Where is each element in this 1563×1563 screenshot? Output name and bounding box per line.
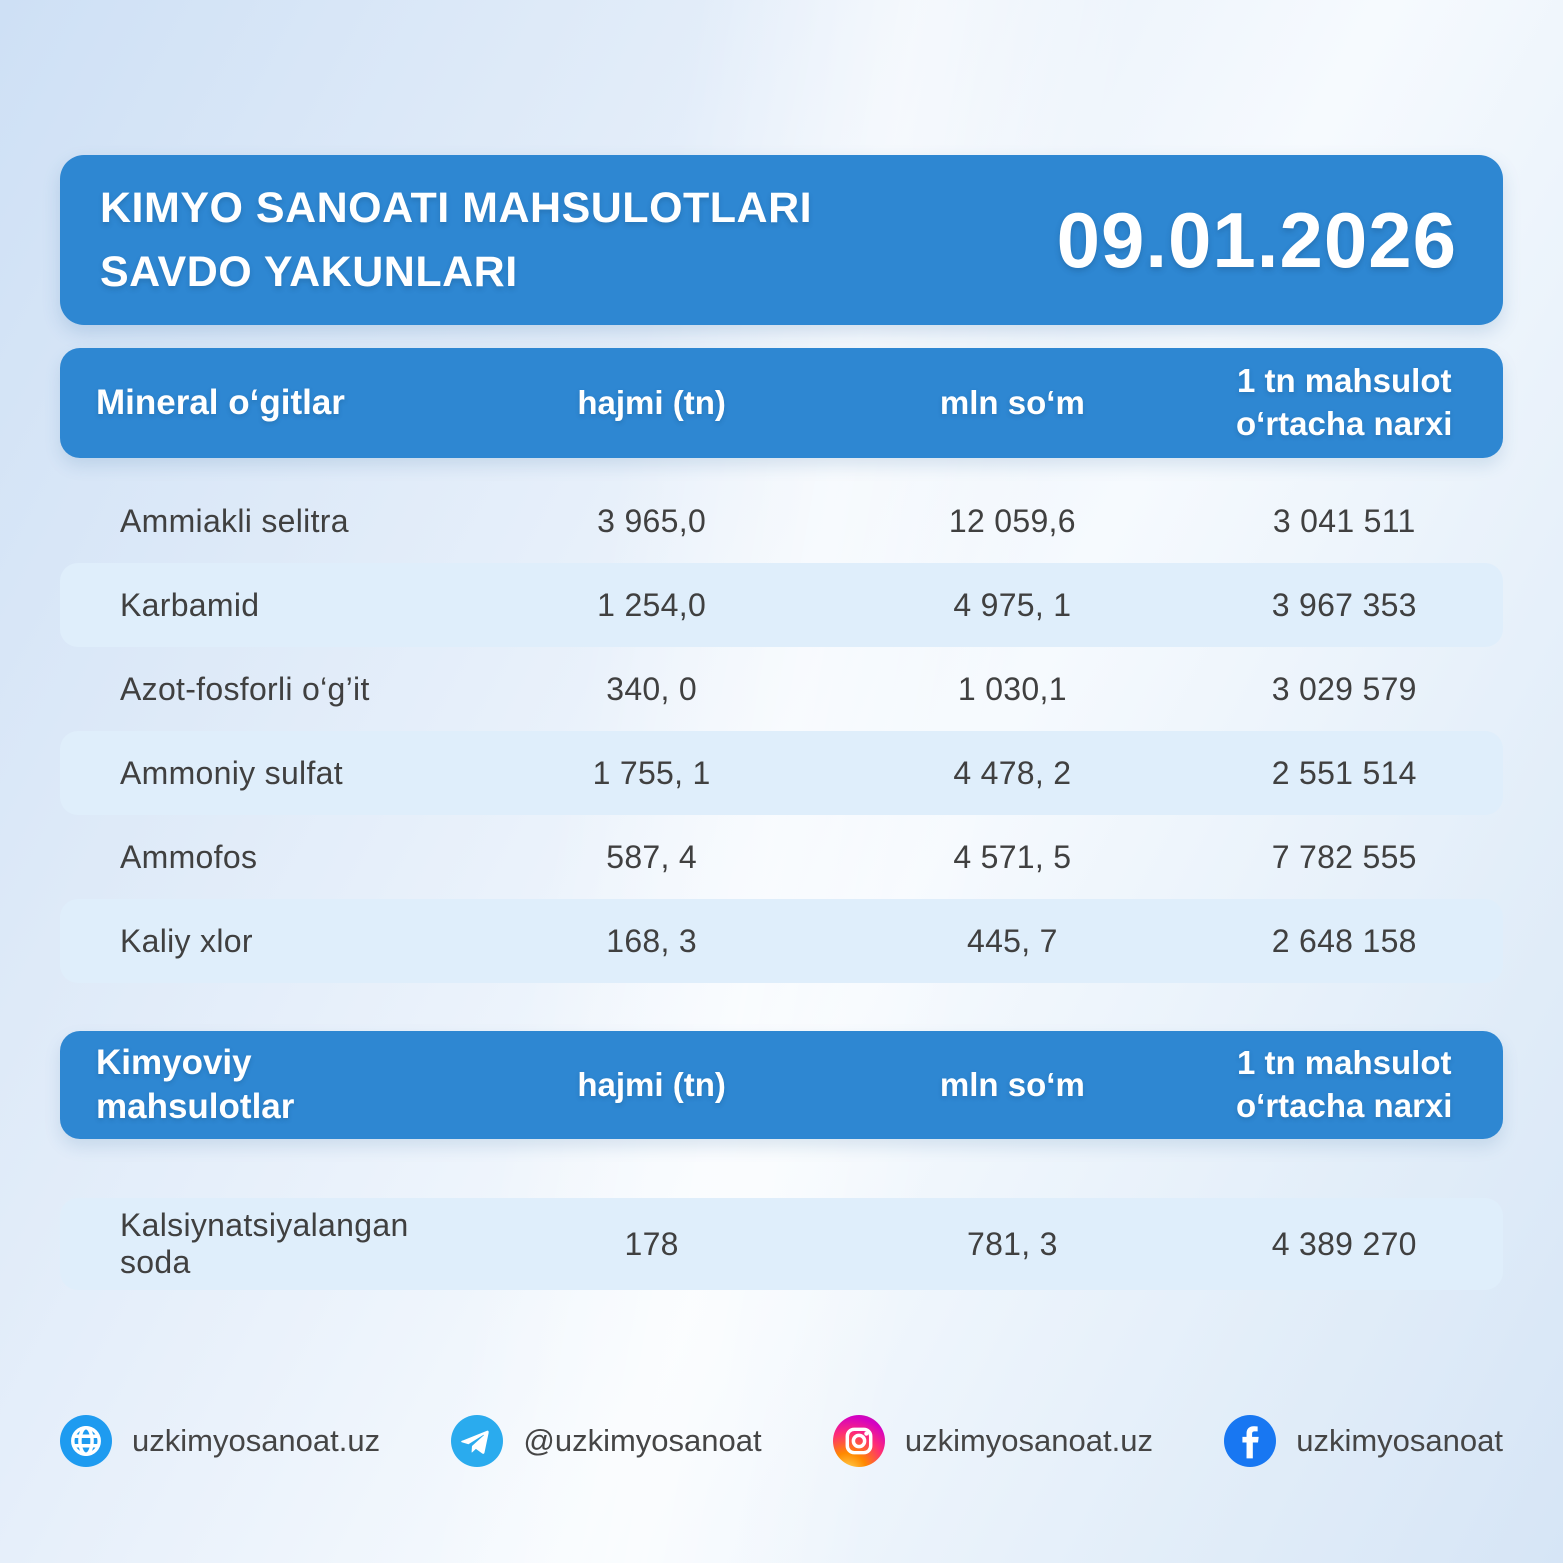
column-header-mln-som: mln so‘m xyxy=(939,1066,1085,1103)
page-title-line2: SAVDO YAKUNLARI xyxy=(100,248,518,296)
product-name-cell: Kalsiynatsiyalangan soda xyxy=(120,1207,409,1280)
product-name-cell: Azot-fosforli o‘g’it xyxy=(120,670,370,707)
narx-cell: 2 551 514 xyxy=(1271,754,1417,791)
hajmi-cell: 340, 0 xyxy=(606,670,697,707)
mln-som-cell: 445, 7 xyxy=(966,922,1058,959)
column-header-hajmi: hajmi (tn) xyxy=(577,1066,726,1103)
column-header-narx xyxy=(1186,1042,1503,1128)
hajmi-cell: 1 755, 1 xyxy=(592,754,711,791)
hajmi-cell: 178 xyxy=(624,1225,679,1262)
mln-som-cell: 1 030,1 xyxy=(957,670,1067,707)
hajmi-cell: 168, 3 xyxy=(606,922,697,959)
mineral-table-title xyxy=(60,381,464,425)
hajmi-cell: 587, 4 xyxy=(606,838,697,875)
globe-icon xyxy=(60,1415,112,1467)
facebook-label: uzkimyosanoat xyxy=(1296,1423,1503,1458)
telegram-label: @uzkimyosanoat xyxy=(523,1423,762,1458)
website-label: uzkimyosanoat.uz xyxy=(132,1423,381,1458)
header-banner xyxy=(60,155,1503,325)
narx-cell: 4 389 270 xyxy=(1271,1225,1417,1262)
footer-instagram-link[interactable] xyxy=(833,1415,1153,1467)
product-name-cell: Ammofos xyxy=(120,838,258,875)
chemical-table-header xyxy=(60,1031,1503,1139)
narx-cell: 3 041 511 xyxy=(1272,502,1416,539)
column-header-narx-text: 1 tn mahsulot o‘rtacha narxi xyxy=(1236,1044,1453,1124)
product-name-cell: Karbamid xyxy=(120,586,260,623)
mineral-table-header xyxy=(60,348,1503,458)
table-row xyxy=(60,731,1503,815)
narx-cell: 7 782 555 xyxy=(1271,838,1417,875)
table-row xyxy=(60,647,1503,731)
social-footer xyxy=(60,1415,1503,1467)
footer-facebook-link[interactable] xyxy=(1224,1415,1503,1467)
mln-som-cell: 12 059,6 xyxy=(948,502,1076,539)
report-date: 09.01.2026 xyxy=(1056,195,1457,284)
instagram-label: uzkimyosanoat.uz xyxy=(904,1423,1153,1458)
product-name-cell: Ammiakli selitra xyxy=(120,502,349,539)
mineral-table-title-text: Mineral o‘gitlar xyxy=(96,383,345,423)
table-row xyxy=(60,899,1503,983)
table-row xyxy=(60,1198,1503,1290)
hajmi-cell: 3 965,0 xyxy=(597,502,707,539)
column-header-narx xyxy=(1186,360,1503,446)
telegram-icon xyxy=(451,1415,503,1467)
facebook-icon xyxy=(1224,1415,1276,1467)
product-name-cell: Kaliy xlor xyxy=(120,922,253,959)
mln-som-cell: 4 571, 5 xyxy=(953,838,1072,875)
table-row xyxy=(60,563,1503,647)
mln-som-cell: 781, 3 xyxy=(966,1225,1058,1262)
narx-cell: 3 029 579 xyxy=(1271,670,1417,707)
narx-cell: 3 967 353 xyxy=(1271,586,1417,623)
chemical-table-title-text: Kimyoviy mahsulotlar xyxy=(96,1043,295,1126)
column-header-narx-text: 1 tn mahsulot o‘rtacha narxi xyxy=(1236,362,1453,442)
column-header-hajmi: hajmi (tn) xyxy=(577,384,726,421)
chemical-table-title xyxy=(60,1041,464,1129)
table-row xyxy=(60,479,1503,563)
table-row xyxy=(60,815,1503,899)
product-name-cell: Ammoniy sulfat xyxy=(120,754,343,791)
mln-som-cell: 4 975, 1 xyxy=(953,586,1072,623)
footer-telegram-link[interactable] xyxy=(451,1415,761,1467)
page-title xyxy=(100,176,812,305)
page-title-line1: KIMYO SANOATI MAHSULOTLARI xyxy=(100,183,813,232)
instagram-icon xyxy=(833,1415,885,1467)
footer-website-link[interactable] xyxy=(60,1415,380,1467)
mln-som-cell: 4 478, 2 xyxy=(953,754,1072,791)
narx-cell: 2 648 158 xyxy=(1271,922,1417,959)
column-header-mln-som: mln so‘m xyxy=(939,384,1085,421)
mineral-table-body xyxy=(60,479,1503,983)
hajmi-cell: 1 254,0 xyxy=(597,586,707,623)
